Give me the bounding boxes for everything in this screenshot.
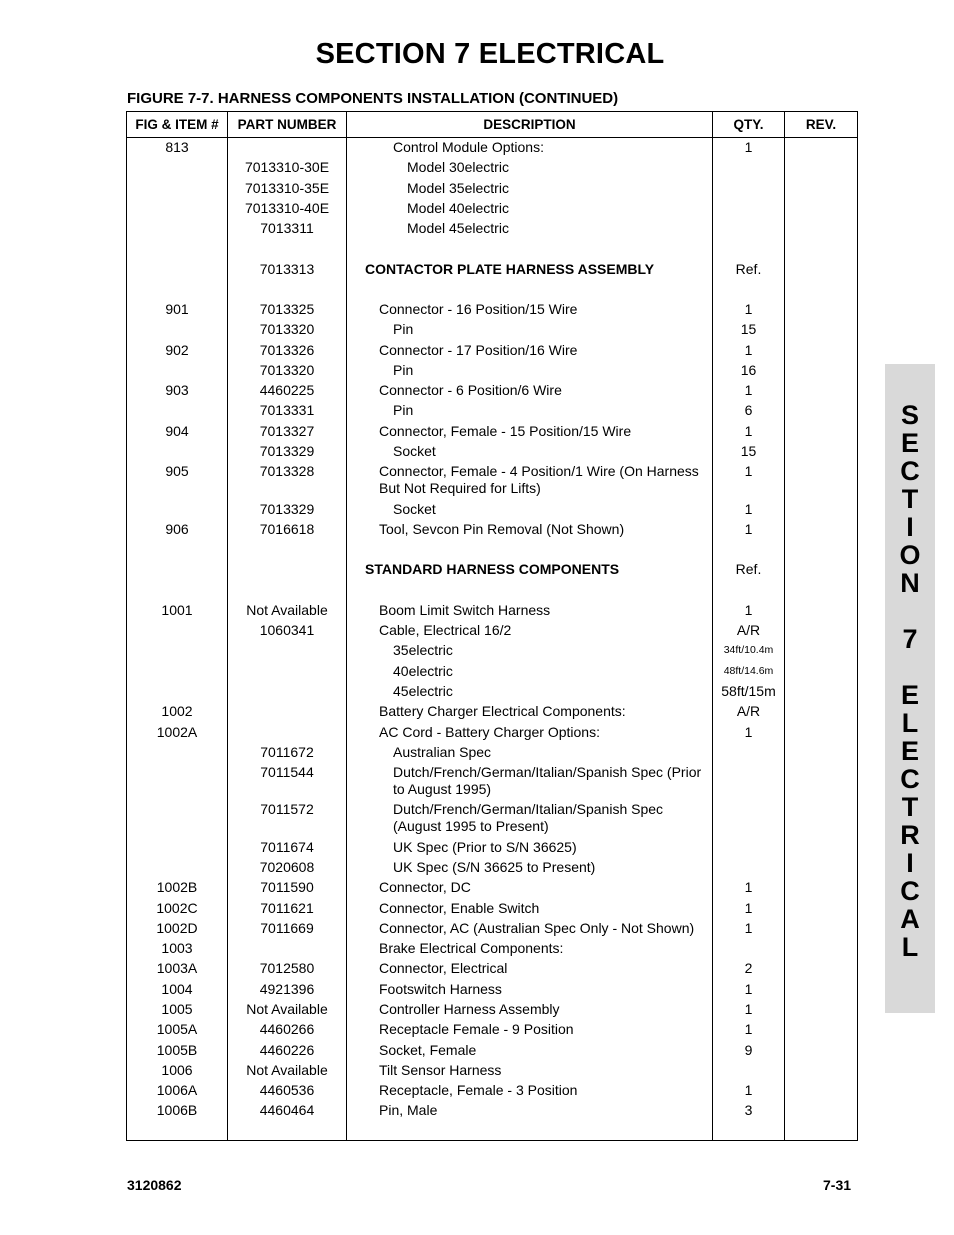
cell-description: Tool, Sevcon Pin Removal (Not Shown): [379, 521, 625, 537]
cell-description: Model 30electric: [407, 159, 509, 175]
cell-part-number: 7013320: [259, 321, 315, 337]
side-tab-letter: T: [901, 484, 919, 514]
cell-fig-item: 1002D: [156, 920, 198, 936]
cell-description: Dutch/French/German/Italian/Spanish Spec (Prior to August 1995): [393, 764, 702, 797]
cell-fig-item: 1006B: [156, 1102, 198, 1118]
cell-fig-item: 905: [165, 463, 189, 479]
cell-part-number: 7013325: [259, 301, 315, 317]
cell-fig-item: 1002: [161, 703, 193, 719]
side-tab-letter: E: [900, 680, 919, 710]
cell-part-number: 7011621: [260, 900, 314, 916]
cell-description: Control Module Options:: [393, 139, 544, 155]
cell-part-number: 7013327: [259, 423, 315, 439]
cell-fig-item: 1005A: [156, 1021, 198, 1037]
cell-part-number: 7011672: [260, 744, 314, 760]
header-part-number: PART NUMBER: [237, 117, 337, 132]
header-description: DESCRIPTION: [483, 117, 576, 132]
cell-fig-item: 902: [165, 342, 189, 358]
cell-fig-item: 1006A: [156, 1082, 198, 1098]
cell-fig-item: 903: [165, 382, 189, 398]
cell-description: Footswitch Harness: [379, 981, 502, 997]
cell-description: Controller Harness Assembly: [379, 1001, 560, 1017]
cell-description: Pin: [393, 321, 414, 337]
cell-part-number: 7013311: [260, 220, 314, 236]
cell-description: UK Spec (S/N 36625 to Present): [393, 859, 596, 875]
cell-description: 40electric: [393, 663, 453, 679]
cell-qty: Ref.: [735, 561, 762, 577]
cell-description: Connector, Electrical: [379, 960, 508, 976]
cell-description: Brake Electrical Components:: [379, 940, 564, 956]
cell-part-number: 4460266: [259, 1021, 315, 1037]
cell-qty: A/R: [736, 622, 761, 638]
cell-qty: 1: [744, 301, 753, 317]
cell-qty: 1: [744, 501, 753, 517]
cell-fig-item: 906: [165, 521, 189, 537]
cell-part-number: 4921396: [259, 981, 315, 997]
cell-description: 45electric: [393, 683, 453, 699]
cell-qty: 1: [744, 724, 753, 740]
cell-fig-item: 1002A: [156, 724, 198, 740]
cell-description: Socket: [393, 501, 436, 517]
cell-fig-item: 1002B: [156, 879, 198, 895]
cell-description: Model 40electric: [407, 200, 509, 216]
cell-part-number: 7013313: [259, 261, 315, 277]
cell-qty: 1: [744, 602, 753, 618]
cell-description: Pin, Male: [379, 1102, 438, 1118]
cell-part-number: 7013310-40E: [244, 200, 330, 216]
cell-part-number: 4460536: [259, 1082, 315, 1098]
cell-fig-item: 813: [165, 139, 189, 155]
cell-fig-item: 1004: [161, 981, 193, 997]
cell-fig-item: 901: [165, 301, 189, 317]
figure-title: FIGURE 7-7. HARNESS COMPONENTS INSTALLATION (CONTINUED): [127, 90, 619, 107]
cell-description: Connector, Female - 4 Position/1 Wire (On Harness But Not Required for Lifts): [379, 463, 699, 496]
cell-part-number: 4460464: [259, 1102, 315, 1118]
cell-fig-item: 904: [165, 423, 189, 439]
cell-qty: 58ft/15m: [721, 683, 776, 699]
header-rev: REV.: [805, 117, 837, 132]
cell-part-number: 4460226: [259, 1042, 315, 1058]
side-tab-letter: O: [899, 540, 921, 570]
cell-description: Dutch/French/German/Italian/Spanish Spec (August 1995 to Present): [393, 801, 664, 834]
cell-fig-item: 1005: [161, 1001, 193, 1017]
cell-qty: 16: [740, 362, 757, 378]
cell-part-number: Not Available: [246, 1001, 328, 1017]
cell-qty: 1: [744, 1001, 753, 1017]
cell-part-number: 7011669: [260, 920, 314, 936]
cell-qty: 15: [740, 443, 757, 459]
cell-description: Socket, Female: [379, 1042, 477, 1058]
cell-part-number: 7013331: [259, 402, 315, 418]
cell-description: STANDARD HARNESS COMPONENTS: [365, 561, 620, 577]
cell-qty: 1: [744, 521, 753, 537]
cell-fig-item: 1006: [161, 1062, 193, 1078]
cell-part-number: 7011590: [260, 879, 314, 895]
cell-fig-item: 1002C: [156, 900, 198, 916]
cell-qty: 1: [744, 900, 753, 916]
cell-part-number: 7013329: [259, 443, 315, 459]
cell-description: Tilt Sensor Harness: [379, 1062, 502, 1078]
cell-qty: 1: [744, 879, 753, 895]
header-qty: QTY.: [733, 117, 764, 132]
cell-part-number: 1060341: [259, 622, 315, 638]
footer-page-number: 7-31: [823, 1177, 852, 1193]
cell-part-number: 7013326: [259, 342, 315, 358]
cell-description: 35electric: [393, 642, 453, 658]
cell-part-number: 7011674: [260, 839, 314, 855]
cell-part-number: 7016618: [259, 521, 315, 537]
cell-description: Connector - 16 Position/15 Wire: [379, 301, 578, 317]
cell-description: Boom Limit Switch Harness: [379, 602, 551, 618]
cell-part-number: 7011572: [260, 801, 314, 817]
section-side-tab: [885, 364, 935, 1013]
cell-part-number: 7020608: [259, 859, 315, 875]
section-title: SECTION 7 ELECTRICAL: [315, 38, 665, 70]
cell-part-number: 7013320: [259, 362, 315, 378]
header-divider: [127, 137, 857, 138]
side-tab-letter: L: [901, 708, 919, 738]
cell-qty: A/R: [736, 703, 761, 719]
cell-description: Socket: [393, 443, 436, 459]
cell-qty: 3: [744, 1102, 753, 1118]
side-tab-letter: S: [900, 400, 919, 430]
side-tab-letter: L: [901, 932, 919, 962]
cell-qty: 1: [744, 139, 753, 155]
cell-description: Connector - 6 Position/6 Wire: [379, 382, 562, 398]
cell-description: Receptacle Female - 9 Position: [379, 1021, 574, 1037]
cell-qty: 48ft/14.6m: [723, 665, 774, 677]
side-tab-letter: 7: [902, 624, 918, 654]
side-tab-letter: C: [900, 456, 920, 486]
cell-part-number: 7011544: [260, 764, 314, 780]
cell-qty: 1: [744, 463, 753, 479]
cell-part-number: Not Available: [246, 602, 328, 618]
cell-description: UK Spec (Prior to S/N 36625): [393, 839, 577, 855]
cell-description: Connector, AC (Australian Spec Only - Not Shown): [379, 920, 695, 936]
cell-part-number: 4460225: [259, 382, 315, 398]
footer-document-number: 3120862: [127, 1177, 182, 1193]
cell-description: Pin: [393, 362, 414, 378]
cell-part-number: 7013328: [259, 463, 315, 479]
cell-part-number: 7013310-30E: [244, 159, 330, 175]
side-tab-letter: R: [900, 820, 920, 850]
side-tab-letter: C: [900, 876, 920, 906]
cell-description: AC Cord - Battery Charger Options:: [379, 724, 600, 740]
cell-part-number: 7012580: [259, 960, 315, 976]
cell-qty: 1: [744, 920, 753, 936]
side-tab-letters: [885, 401, 935, 961]
cell-qty: 15: [740, 321, 757, 337]
cell-qty: 2: [744, 960, 753, 976]
side-tab-letter: E: [900, 428, 919, 458]
cell-description: Connector, Female - 15 Position/15 Wire: [379, 423, 632, 439]
cell-qty: 1: [744, 382, 753, 398]
cell-qty: 34ft/10.4m: [723, 644, 774, 656]
header-fig-item: FIG & ITEM #: [135, 117, 219, 132]
cell-description: Connector - 17 Position/16 Wire: [379, 342, 578, 358]
cell-qty: 6: [744, 402, 753, 418]
side-tab-letter: I: [906, 512, 914, 542]
column-divider: [346, 112, 347, 1140]
cell-qty: 1: [744, 1082, 753, 1098]
cell-description: Australian Spec: [393, 744, 492, 760]
cell-part-number: Not Available: [246, 1062, 328, 1078]
column-divider: [784, 112, 785, 1140]
cell-fig-item: 1003A: [156, 960, 198, 976]
cell-qty: 9: [744, 1042, 753, 1058]
cell-qty: 1: [744, 981, 753, 997]
cell-qty: 1: [744, 423, 753, 439]
cell-description: CONTACTOR PLATE HARNESS ASSEMBLY: [365, 261, 655, 277]
parts-table: [126, 111, 858, 1141]
cell-description: Cable, Electrical 16/2: [379, 622, 512, 638]
side-tab-letter: [885, 653, 935, 681]
cell-fig-item: 1005B: [156, 1042, 198, 1058]
side-tab-letter: T: [901, 792, 919, 822]
cell-description: Model 45electric: [407, 220, 509, 236]
cell-description: Connector, DC: [379, 879, 471, 895]
side-tab-letter: E: [900, 736, 919, 766]
side-tab-letter: N: [900, 568, 920, 598]
cell-description: Pin: [393, 402, 414, 418]
cell-part-number: 7013310-35E: [244, 180, 330, 196]
cell-description: Model 35electric: [407, 180, 509, 196]
cell-qty: Ref.: [735, 261, 762, 277]
cell-description: Battery Charger Electrical Components:: [379, 703, 626, 719]
cell-description: Receptacle, Female - 3 Position: [379, 1082, 578, 1098]
side-tab-letter: [885, 597, 935, 625]
cell-part-number: 7013329: [259, 501, 315, 517]
cell-qty: 1: [744, 1021, 753, 1037]
cell-qty: 1: [744, 342, 753, 358]
side-tab-letter: I: [906, 848, 914, 878]
cell-fig-item: 1001: [161, 602, 193, 618]
side-tab-letter: C: [900, 764, 920, 794]
cell-description: Connector, Enable Switch: [379, 900, 540, 916]
side-tab-letter: A: [900, 904, 920, 934]
cell-fig-item: 1003: [161, 940, 193, 956]
